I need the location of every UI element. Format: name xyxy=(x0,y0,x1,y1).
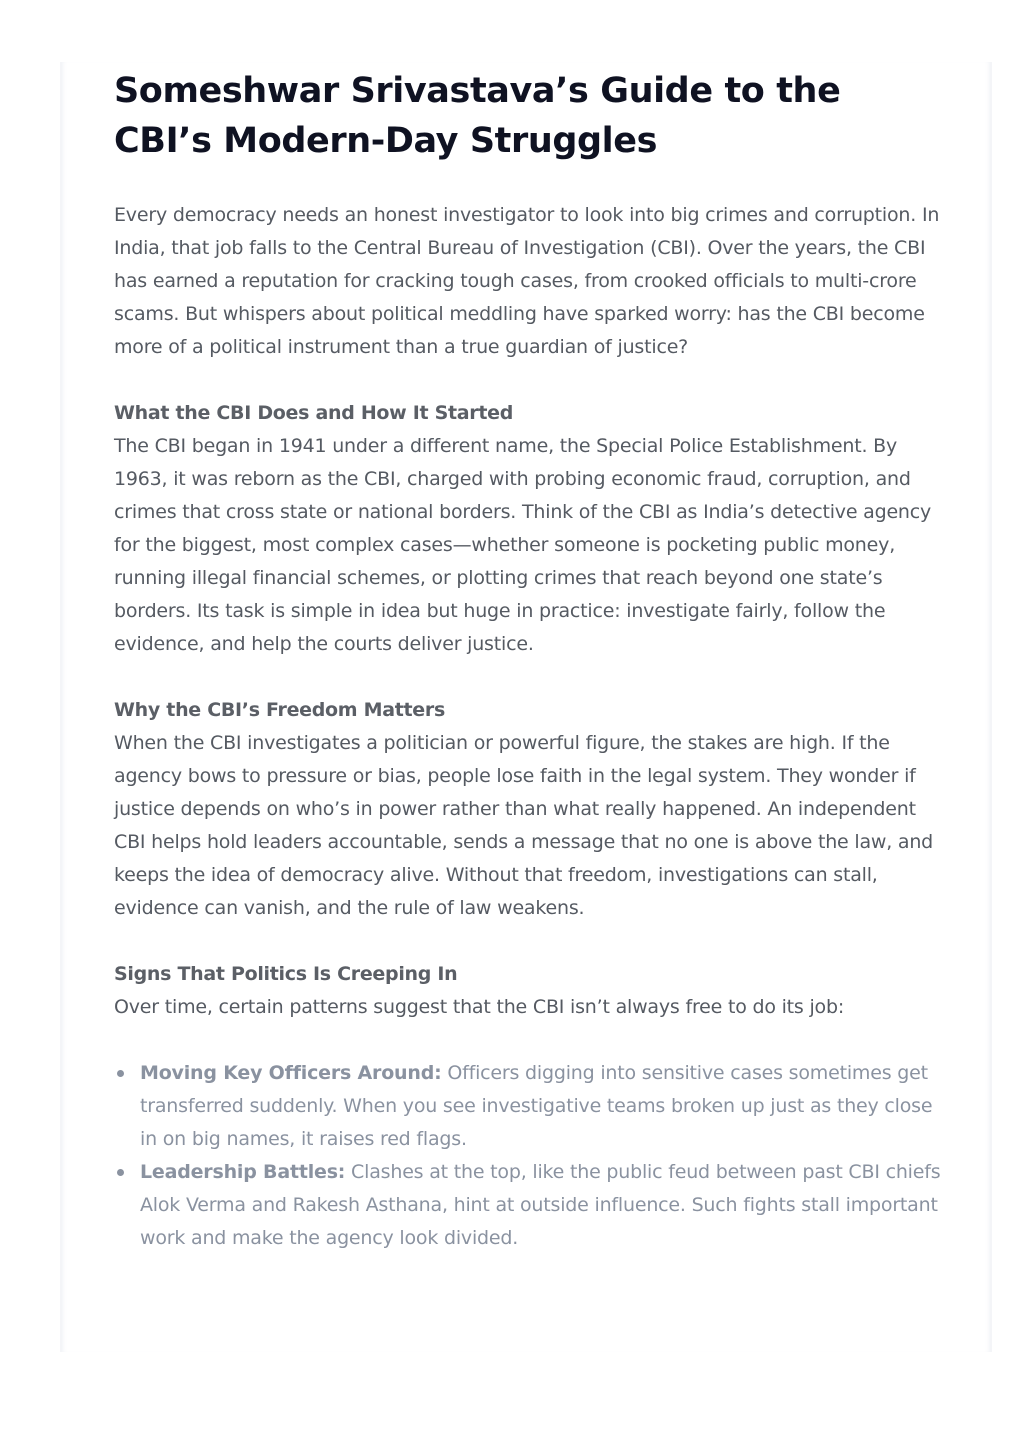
list-item-title: Moving Key Officers Around: xyxy=(140,1062,442,1084)
signs-list xyxy=(114,1057,942,1255)
article xyxy=(114,66,942,1255)
section-paragraph: The CBI began in 1941 under a different name, the Special Police Establishment. By 1963, it was reborn as the CBI, charged with probing economic fraud, corruption, and crimes that cross state or national borders. Think of the CBI as India’s detective agency for the biggest, most complex cases—whether someone is pocketing public money, running illegal financial schemes, or plotting crimes that reach beyond one state’s borders. Its task is simple in idea but huge in practice: investigate fairly, follow the evidence, and help the courts deliver justice. xyxy=(114,435,932,655)
section-origins xyxy=(114,397,942,661)
article-title: Someshwar Srivastava’s Guide to the CBI’s Modern-Day Struggles xyxy=(114,71,841,161)
list-item xyxy=(114,1057,942,1156)
list-item-text: Officers digging into sensitive cases sometimes get transferred suddenly. When you see investigative teams broken up just as they close in on big names, it raises red flags. xyxy=(140,1062,933,1150)
list-item xyxy=(114,1156,942,1255)
list-item-text: Clashes at the top, like the public feud between past CBI chiefs Alok Verma and Rakesh Asthana, hint at outside influence. Such fights stall important work and make the agency look divided. xyxy=(140,1161,941,1249)
section-politics xyxy=(114,958,942,1024)
section-heading: What the CBI Does and How It Started xyxy=(114,402,514,424)
section-freedom xyxy=(114,694,942,925)
section-heading: Why the CBI’s Freedom Matters xyxy=(114,699,445,721)
section-paragraph: Over time, certain patterns suggest that the CBI isn’t always free to do its job: xyxy=(114,996,845,1018)
section-paragraph: When the CBI investigates a politician or powerful figure, the stakes are high. If the agency bows to pressure or bias, people lose faith in the legal system. They wonder if justice depends on who’s in power rather than what really happened. An independent CBI helps hold leaders accountable, sends a message that no one is above the law, and keeps the idea of democracy alive. Without that freedom, investigations can stall, evidence can vanish, and the rule of law weakens. xyxy=(114,732,934,919)
intro-paragraph: Every democracy needs an honest investigator to look into big crimes and corruption. In India, that job falls to the Central Bureau of Investigation (CBI). Over the years, the CBI has earned a reputation for cracking tough cases, from crooked officials to multi-crore scams. But whispers about political meddling have sparked worry: has the CBI become more of a political instrument than a true guardian of justice? xyxy=(114,204,940,358)
bullet-icon xyxy=(117,1169,124,1176)
list-item-title: Leadership Battles: xyxy=(140,1161,346,1183)
bullet-icon xyxy=(117,1070,124,1077)
section-heading: Signs That Politics Is Creeping In xyxy=(114,963,458,985)
